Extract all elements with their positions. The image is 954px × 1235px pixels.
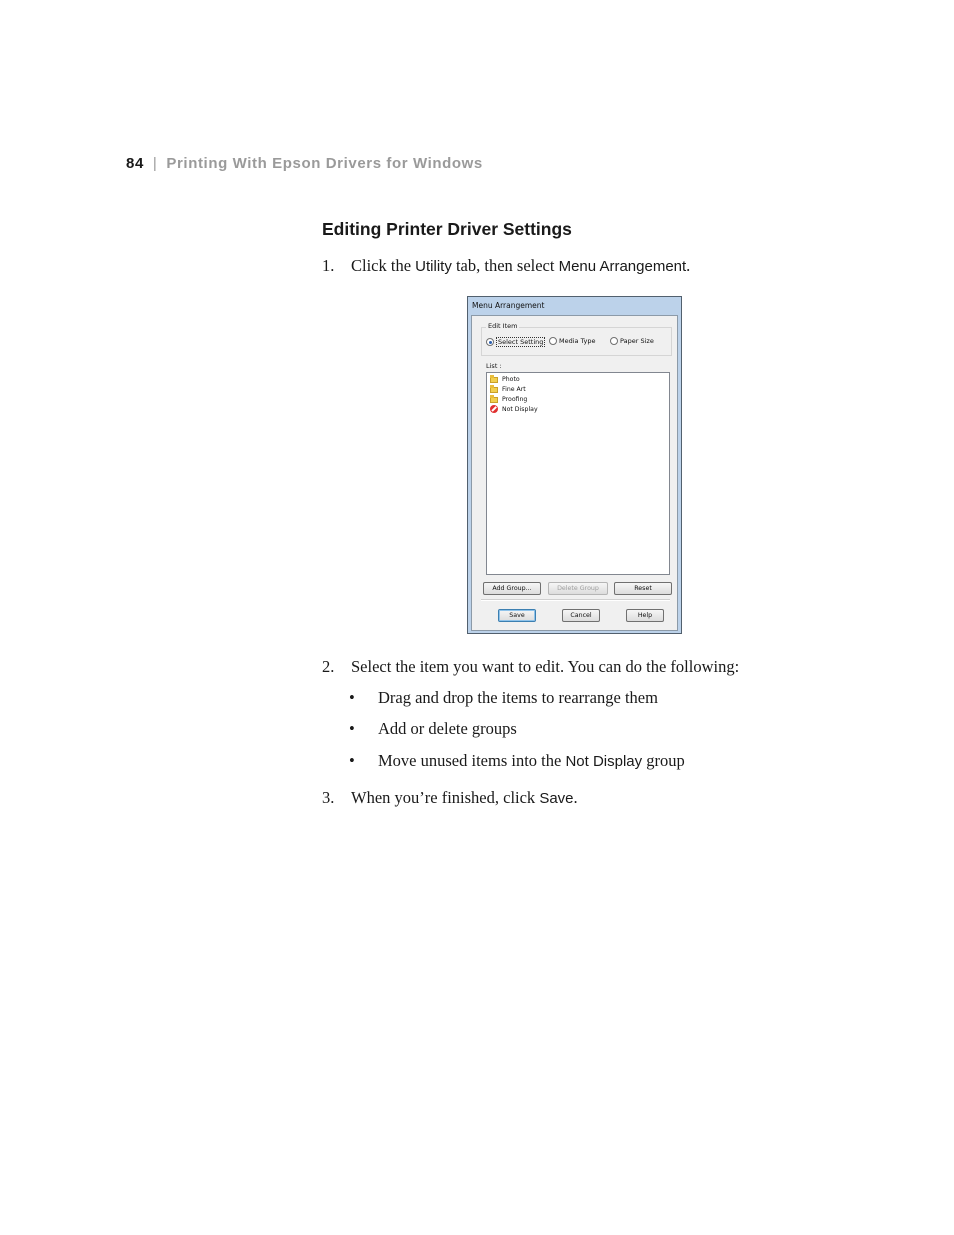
step-3 <box>322 788 578 808</box>
bullet-text: Add or delete groups <box>378 719 517 738</box>
dialog-title: Menu Arrangement <box>472 301 545 310</box>
step-1-text-a: Click the <box>351 256 416 275</box>
not-display-icon <box>490 405 498 413</box>
radio-select-setting[interactable] <box>486 337 545 347</box>
radio-unchecked-icon <box>549 337 557 345</box>
list-item[interactable] <box>490 405 538 413</box>
reset-button[interactable]: Reset <box>614 582 672 595</box>
step-3-ui-save: Save <box>539 790 574 807</box>
bullet-marker: • <box>349 751 355 770</box>
bullet-text-b: group <box>642 751 685 770</box>
header-separator: | <box>152 155 158 172</box>
step-2 <box>322 657 739 677</box>
bullet-marker: • <box>349 688 355 707</box>
bullet-text: Drag and drop the items to rearrange them <box>378 688 658 707</box>
radio-media-type-label: Media Type <box>559 337 596 345</box>
step-3-text-b: . <box>573 788 578 807</box>
section-heading: Editing Printer Driver Settings <box>322 219 572 239</box>
cancel-button[interactable]: Cancel <box>562 609 600 622</box>
folder-icon <box>490 395 498 403</box>
page-number: 84 <box>126 155 144 172</box>
step-1-number: 1. <box>322 256 335 275</box>
list-item-label: Photo <box>502 375 520 383</box>
radio-paper-size-label: Paper Size <box>620 337 654 345</box>
step-3-number: 3. <box>322 788 335 807</box>
step-3-text-a: When you’re finished, click <box>351 788 540 807</box>
folder-icon <box>490 385 498 393</box>
list-item-label: Fine Art <box>502 385 526 393</box>
bullet-marker: • <box>349 719 355 738</box>
button-divider <box>481 599 670 601</box>
radio-select-setting-label: Select Setting <box>498 338 544 346</box>
list-item-label: Proofing <box>502 395 528 403</box>
radio-paper-size[interactable] <box>610 337 654 345</box>
save-button[interactable]: Save <box>498 609 536 622</box>
running-header <box>126 155 483 172</box>
list-item-label: Not Display <box>502 405 538 413</box>
chapter-title: Printing With Epson Drivers for Windows <box>166 155 483 172</box>
menu-arrangement-dialog <box>467 296 682 634</box>
step-2-text: Select the item you want to edit. You can do the following: <box>351 657 740 676</box>
edit-item-label: Edit Item <box>488 322 518 330</box>
step-1-text-c: . <box>686 256 691 275</box>
bullet-ui-not-display: Not Display <box>565 753 643 770</box>
radio-checked-icon <box>486 338 494 346</box>
edit-item-group <box>481 322 672 356</box>
list-label: List : <box>486 362 502 370</box>
radio-media-type[interactable] <box>549 337 596 345</box>
list-item[interactable] <box>490 375 520 383</box>
bullet-item <box>349 688 658 708</box>
add-group-button[interactable]: Add Group... <box>483 582 541 595</box>
bullet-item <box>349 751 685 771</box>
bullet-text-a: Move unused items into the <box>378 751 566 770</box>
radio-unchecked-icon <box>610 337 618 345</box>
list-item[interactable] <box>490 395 527 403</box>
step-1-ui-menu-arrangement: Menu Arrangement <box>558 258 687 275</box>
delete-group-button[interactable]: Delete Group <box>548 582 608 595</box>
step-1-ui-utility: Utility <box>415 258 452 275</box>
bullet-item <box>349 719 517 739</box>
step-2-number: 2. <box>322 657 335 676</box>
step-1 <box>322 256 690 276</box>
folder-icon <box>490 375 498 383</box>
menu-list[interactable] <box>486 372 670 575</box>
list-item[interactable] <box>490 385 526 393</box>
dialog-client-area <box>471 315 678 631</box>
help-button[interactable]: Help <box>626 609 664 622</box>
step-1-text-b: tab, then select <box>451 256 559 275</box>
